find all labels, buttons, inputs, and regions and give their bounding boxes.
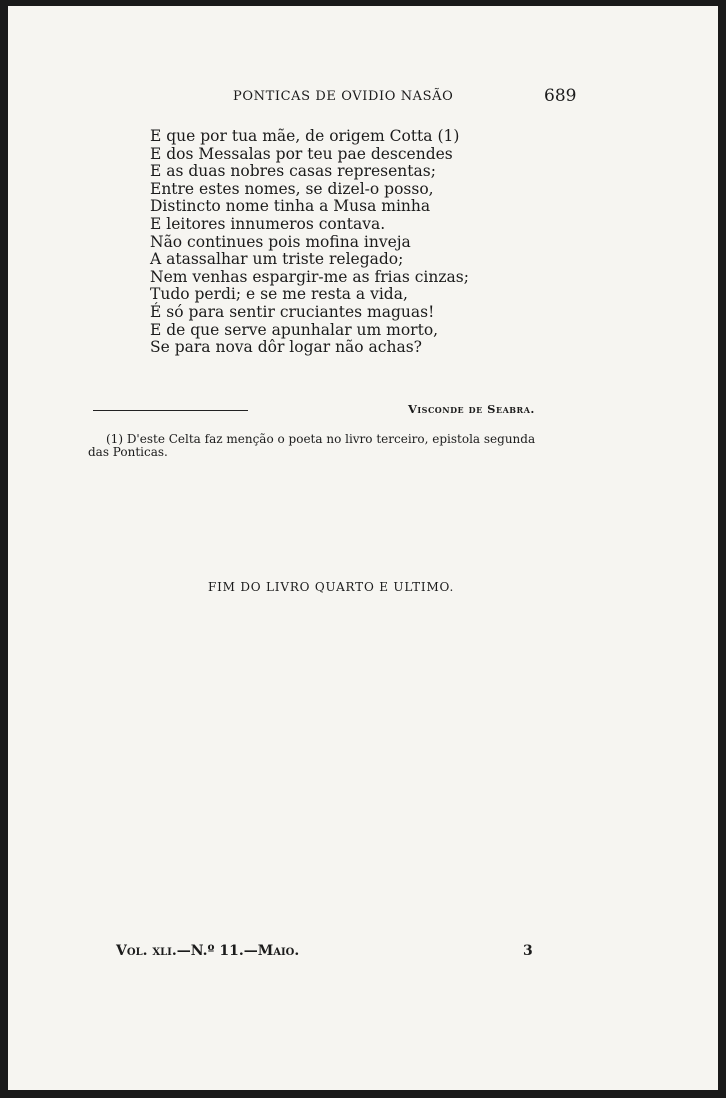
poem-line: Nem venhas espargir-me as frias cinzas; [150,267,469,286]
sheet-number: 3 [523,943,533,959]
poem-line: E que por tua mãe, de origem Cotta (1) [150,127,460,145]
document-page [8,6,718,1090]
poem-line: E as duas nobres casas representas; [150,162,436,181]
poem-line: Se para nova dôr logar não achas? [150,338,422,357]
running-title: PONTICAS DE OVIDIO NASÃO [233,89,454,104]
book-ending-title: FIM DO LIVRO QUARTO E ULTIMO. [208,580,455,594]
poem-line: E dos Messalas por teu pae descendes [150,144,453,163]
footnote-line: das Ponticas. [88,444,168,459]
translator-signature: Visconde de Seabra. [408,402,535,416]
poem-line: Não continues pois mofina inveja [150,232,411,251]
volume-signature: Vol. xli.—N.º 11.—Maio. [116,943,300,959]
poem-line: E leitores innumeros contava. [150,214,386,233]
poem-line: Entre estes nomes, se dizel-o posso, [150,179,434,198]
footnote [88,433,580,458]
poem-stanza [150,128,469,357]
footnote-separator-rule [93,410,248,411]
poem-line: A atassalhar um triste relegado; [150,250,404,269]
footnote-line: (1) D'este Celta faz menção o poeta no livro terceiro, epistola segunda [106,432,536,446]
poem-line: É só para sentir cruciantes maguas! [150,302,435,321]
poem-line: Distincto nome tinha a Musa minha [150,197,431,216]
poem-line: E de que serve apunhalar um morto, [150,320,439,339]
page-number: 689 [544,86,577,106]
poem-line: Tudo perdi; e se me resta a vida, [150,285,408,304]
